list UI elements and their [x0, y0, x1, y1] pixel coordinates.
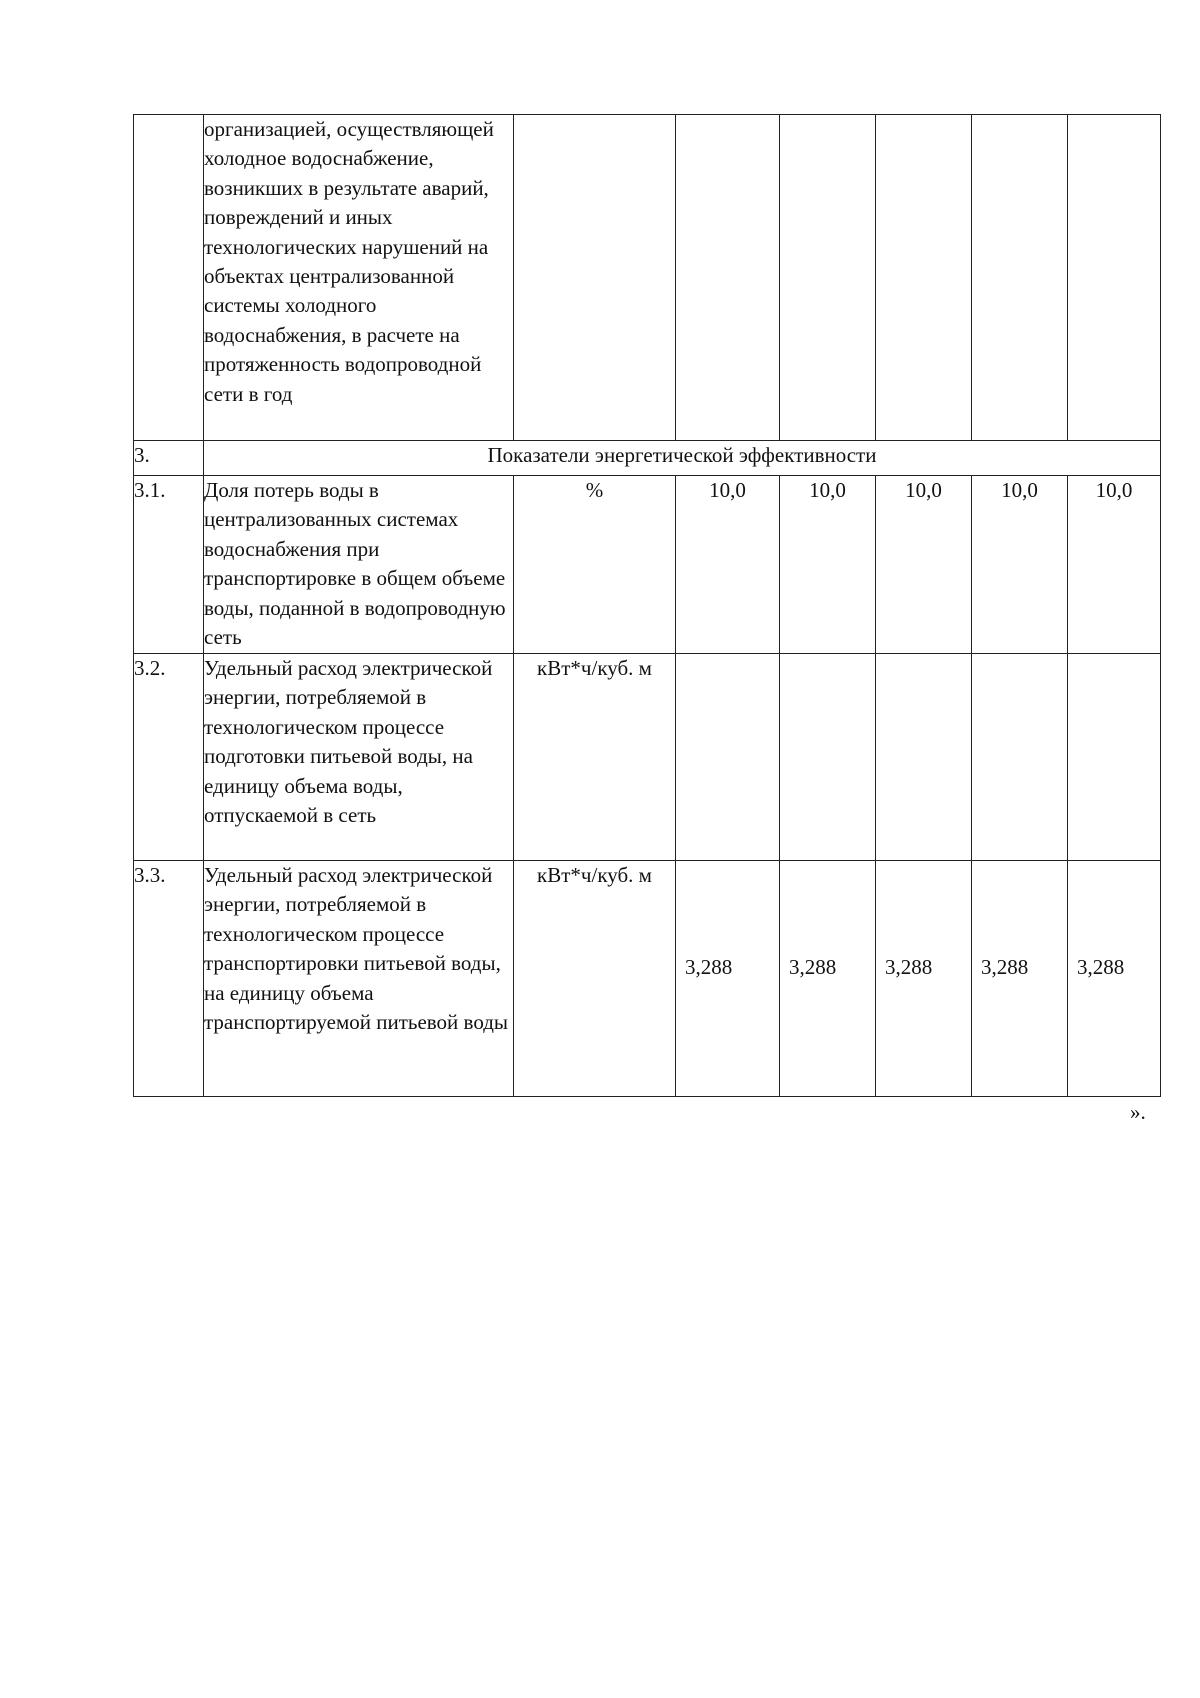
indicator-name: Доля потерь воды в централизованных системах водоснабжения при транспортировке в общем объеме воды, поданной в водопроводную сеть — [204, 476, 514, 654]
section-title: Показатели энергетической эффективности — [204, 441, 1161, 476]
value-cell — [1068, 654, 1161, 861]
unit-cell: % — [514, 476, 676, 654]
value-cell: 10,0 — [676, 476, 780, 654]
indicators-table — [133, 114, 1161, 1097]
value-cell: 3,288 — [876, 861, 972, 1097]
indicator-name: организацией, осуществляющей холодное водоснабжение, возникших в результате аварий, повреждений и иных технологических нарушений на объектах централизованной системы холодного водоснабжения, в расчете на протяженность водопроводной сети в год — [204, 115, 514, 441]
value-cell — [876, 115, 972, 441]
value-cell: 10,0 — [876, 476, 972, 654]
indicator-name: Удельный расход электрической энергии, потребляемой в технологическом процессе подготовки питьевой воды, на единицу объема воды, отпускаемой в сеть — [204, 654, 514, 861]
value-cell — [780, 654, 876, 861]
section-number: 3. — [134, 441, 204, 476]
unit-cell: кВт*ч/куб. м — [514, 654, 676, 861]
value-cell: 3,288 — [972, 861, 1068, 1097]
value-cell — [676, 115, 780, 441]
value-cell — [676, 654, 780, 861]
unit-cell — [514, 115, 676, 441]
value-cell — [972, 115, 1068, 441]
row-number: 3.3. — [134, 861, 204, 1097]
table-row — [134, 861, 1161, 1097]
row-number: 3.1. — [134, 476, 204, 654]
unit-cell: кВт*ч/куб. м — [514, 861, 676, 1097]
value-cell: 3,288 — [780, 861, 876, 1097]
value-cell — [1068, 115, 1161, 441]
table-row — [134, 654, 1161, 861]
closing-quote-mark: ». — [1130, 1100, 1146, 1124]
row-number: 3.2. — [134, 654, 204, 861]
section-header-row — [134, 441, 1161, 476]
value-cell: 3,288 — [1068, 861, 1161, 1097]
row-number — [134, 115, 204, 441]
value-cell: 10,0 — [1068, 476, 1161, 654]
table-row — [134, 476, 1161, 654]
table-row-continuation — [134, 115, 1161, 441]
value-cell — [876, 654, 972, 861]
indicator-name: Удельный расход электрической энергии, потребляемой в технологическом процессе транспортировки питьевой воды, на единицу объема транспортируемой питьевой воды — [204, 861, 514, 1097]
value-cell — [972, 654, 1068, 861]
value-cell: 3,288 — [676, 861, 780, 1097]
value-cell: 10,0 — [780, 476, 876, 654]
value-cell: 10,0 — [972, 476, 1068, 654]
value-cell — [780, 115, 876, 441]
